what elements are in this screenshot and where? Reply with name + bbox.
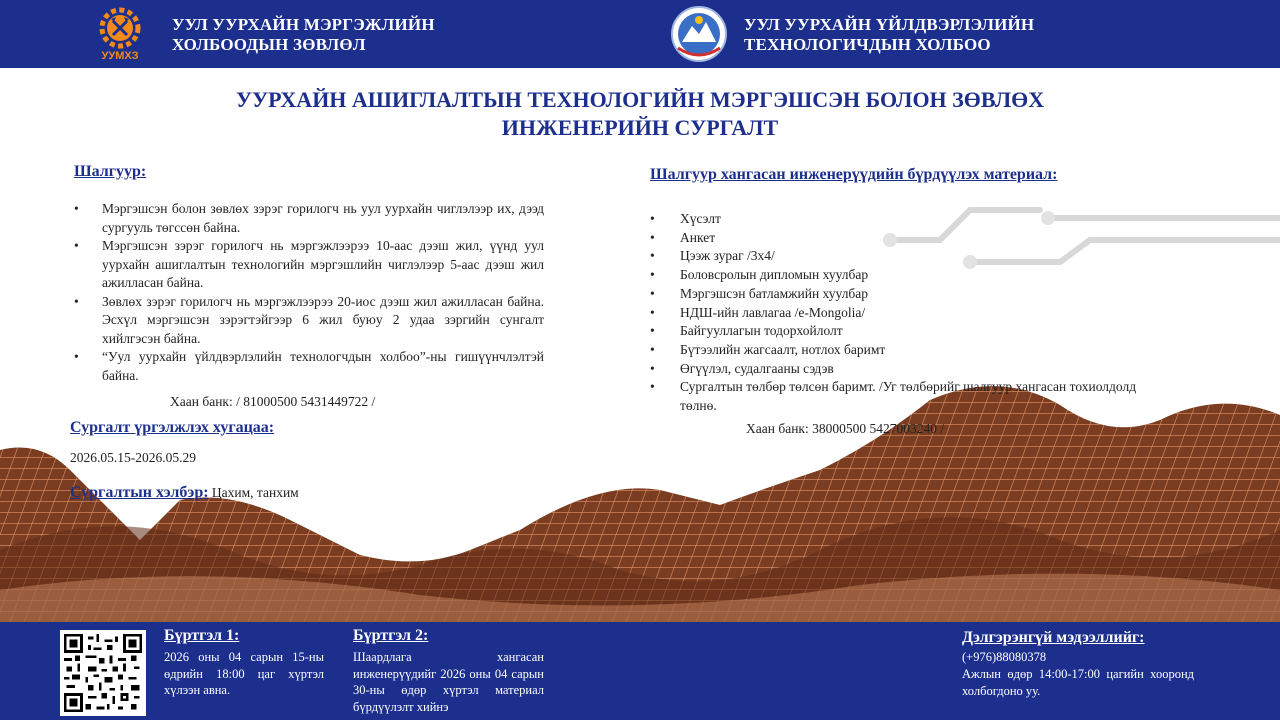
criteria-item: • Зөвлөх зэрэг горилогч нь мэргэжлээрээ 20-иос дээш жил ажилласан байна. Эсхүл мэргэшсэн зэрэгтэйгээр 6 жил буюу 2 удаа зэргийн сунгалт хийлгэсэн байна. [74,293,544,349]
criteria-item: • “Уул уурхайн үйлдвэрлэлийн технологчдын холбоо”-ны гишүүнчлэлтэй байна. [74,348,544,385]
right-org-line-2: ТЕХНОЛОГИЧДЫН ХОЛБОО [744,35,991,54]
registration-2-text: Шаардлага хангасан инженерүүдийг 2026 оны 04 сарын 30-ны өдөр хүртэл материал бүрдүүлэлт хийнэ [353,650,544,714]
left-org-line-2: ХОЛБООДЫН ЗӨВЛӨЛ [172,35,366,54]
header-bar [0,0,1280,68]
criteria-heading: Шалгуур: [74,163,147,180]
contact-info-heading: Дэлгэрэнгүй мэдээллийг: [962,629,1145,646]
documents-bank-account: Хаан банк: 38000500 5427003240 / [746,421,945,436]
registration-1-text: 2026 оны 04 сарын 15-ны өдрийн 18:00 цаг хүртэл хүлээн авна. [164,650,324,697]
documents-heading: Шалгуур хангасан инженерүүдийн бүрдүүлэх материал: [650,166,1058,183]
left-org-name [172,15,435,55]
document-item: • Өгүүлэл, судалгааны сэдэв [650,360,1150,379]
documents-list [650,210,1150,416]
criteria-list [74,200,544,385]
criteria-item: • Мэргэшсэн зэрэг горилогч нь мэргэжлээрээ 10-аас дээш жил, үүнд уул уурхайн ашиглалтын технологийн мэргэшлийн чиглэлээр 5-аас дээш жил ажилласан байна. [74,237,544,293]
document-item: • Бүтээлийн жагсаалт, нотлох баримт [650,341,1150,360]
umkhz-logo-icon [88,4,152,62]
registration-1-heading: Бүртгэл 1: [164,627,240,644]
page-title [200,86,1080,142]
format-heading: Сургалтын хэлбэр: [70,484,209,501]
criteria-item: • Мэргэшсэн болон зөвлөх зэрэг горилогч нь уул уурхайн чиглэлээр их, дээд сургууль төгссөн байна. [74,200,544,237]
period-value: 2026.05.15-2026.05.29 [70,450,196,465]
document-item: • Байгууллагын тодорхойлолт [650,322,1150,341]
document-item: • Цээж зураг /3х4/ [650,247,1150,266]
qr-code-icon[interactable] [60,630,146,716]
left-org-line-1: УУЛ УУРХАЙН МЭРГЭЖЛИЙН [172,15,435,34]
document-item: • Анкет [650,229,1150,248]
right-org-name [744,15,1034,55]
criteria-bank-account: Хаан банк: / 81000500 5431449722 / [170,394,376,409]
page-title-line-1: УУРХАЙН АШИГЛАЛТЫН ТЕХНОЛОГИЙН МЭРГЭШСЭН БОЛОН ЗӨВЛӨХ [235,87,1045,112]
document-item: • Хүсэлт [650,210,1150,229]
mountain-grid-illustration [0,380,1280,626]
format-value: Цахим, танхим [208,485,299,500]
document-item: • Боловсролын дипломын хуулбар [650,266,1150,285]
document-item: • Мэргэшсэн батламжийн хуулбар [650,285,1150,304]
right-org-line-1: УУЛ УУРХАЙН ҮЙЛДВЭРЛЭЛИЙН [744,15,1035,34]
document-item: • НДШ-ийн лавлагаа /e-Mongolia/ [650,304,1150,323]
contact-phone[interactable]: (+976)88080378 [962,650,1047,664]
footer-bar [0,622,1280,720]
association-emblem-icon [668,4,730,64]
format-line [70,484,299,502]
contact-hours: Ажлын өдөр 14:00-17:00 цагийн хооронд холбогдоно уу. [962,667,1194,698]
page-title-line-2: ИНЖЕНЕРИЙН СУРГАЛТ [501,115,779,140]
document-item: • Сургалтын төлбөр төлсөн баримт. /Уг төлбөрийг шалгуур хангасан тохиолдолд төлнө. [650,378,1150,415]
umkhz-logo-text: УУМХЗ [101,50,139,62]
registration-2-heading: Бүртгэл 2: [353,627,429,644]
period-heading: Сургалт үргэлжлэх хугацаа: [70,419,275,436]
